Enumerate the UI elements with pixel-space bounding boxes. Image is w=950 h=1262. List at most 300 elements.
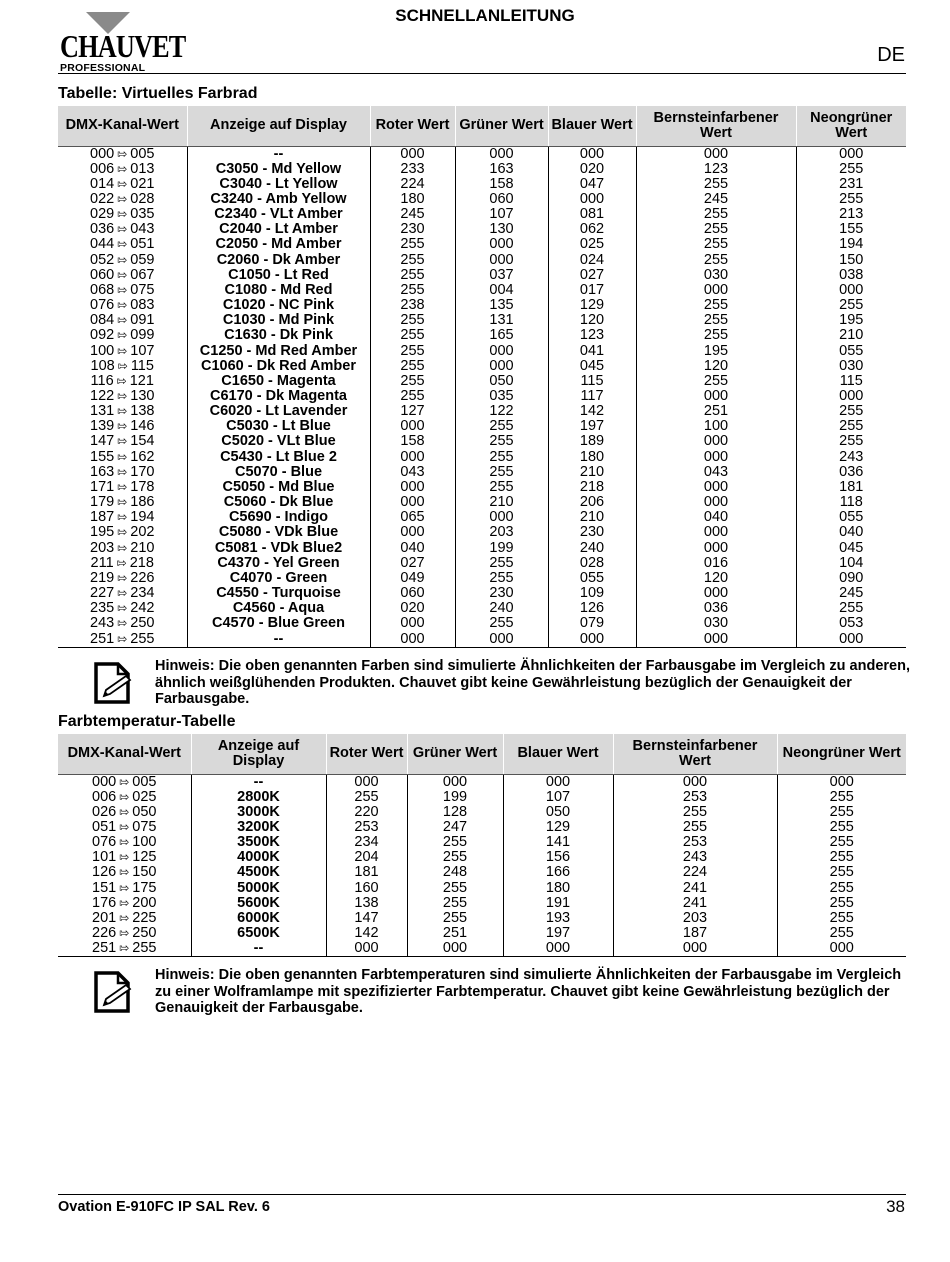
lime-value-cell: 000 bbox=[777, 774, 906, 790]
display-cell: C1050 - Lt Red bbox=[187, 268, 370, 283]
green-value-cell: 000 bbox=[455, 510, 548, 525]
red-value-cell: 220 bbox=[326, 805, 407, 820]
green-value-cell: 255 bbox=[455, 556, 548, 571]
lime-value-cell: 104 bbox=[796, 556, 906, 571]
dmx-range-cell bbox=[58, 389, 187, 404]
range-end: 043 bbox=[130, 222, 155, 238]
lime-value-cell: 213 bbox=[796, 207, 906, 222]
blue-value-cell: 107 bbox=[503, 790, 613, 805]
range-start: 171 bbox=[90, 479, 115, 495]
column-header: Blauer Wert bbox=[548, 106, 636, 146]
blue-value-cell: 000 bbox=[503, 941, 613, 957]
red-value-cell: 065 bbox=[370, 510, 455, 525]
dmx-range-cell bbox=[58, 865, 191, 880]
dmx-range-cell bbox=[58, 146, 187, 162]
range-start: 147 bbox=[90, 434, 115, 450]
display-cell: C5430 - Lt Blue 2 bbox=[187, 450, 370, 465]
blue-value-cell: 218 bbox=[548, 480, 636, 495]
table-row bbox=[58, 177, 906, 192]
lime-value-cell: 150 bbox=[796, 253, 906, 268]
table-row bbox=[58, 865, 906, 880]
display-cell: C3050 - Md Yellow bbox=[187, 162, 370, 177]
blue-value-cell: 166 bbox=[503, 865, 613, 880]
logo-sub-text: PROFESSIONAL bbox=[60, 62, 146, 74]
green-value-cell: 163 bbox=[455, 162, 548, 177]
dmx-range-cell bbox=[58, 601, 187, 616]
double-arrow-icon: ⇰ bbox=[117, 252, 128, 267]
green-value-cell: 107 bbox=[455, 207, 548, 222]
dmx-range-cell bbox=[58, 268, 187, 283]
range-start: 176 bbox=[92, 895, 117, 911]
amber-value-cell: 253 bbox=[613, 790, 777, 805]
table-header-row bbox=[58, 734, 906, 774]
table-row bbox=[58, 941, 906, 957]
table-row bbox=[58, 253, 906, 268]
lime-value-cell: 195 bbox=[796, 313, 906, 328]
lime-value-cell: 255 bbox=[796, 404, 906, 419]
double-arrow-icon: ⇰ bbox=[117, 464, 128, 479]
display-cell: -- bbox=[187, 632, 370, 648]
red-value-cell: 255 bbox=[370, 283, 455, 298]
dmx-range-cell bbox=[58, 344, 187, 359]
lime-value-cell: 255 bbox=[796, 298, 906, 313]
range-end: 091 bbox=[130, 313, 155, 329]
red-value-cell: 142 bbox=[326, 926, 407, 941]
lime-value-cell: 255 bbox=[777, 820, 906, 835]
blue-value-cell: 000 bbox=[548, 192, 636, 207]
range-start: 116 bbox=[90, 373, 114, 389]
column-header: Grüner Wert bbox=[407, 734, 503, 774]
blue-value-cell: 129 bbox=[503, 820, 613, 835]
red-value-cell: 204 bbox=[326, 850, 407, 865]
dmx-range-cell bbox=[58, 177, 187, 192]
amber-value-cell: 255 bbox=[636, 222, 796, 237]
lime-value-cell: 255 bbox=[796, 419, 906, 434]
double-arrow-icon: ⇰ bbox=[117, 601, 128, 616]
red-value-cell: 245 bbox=[370, 207, 455, 222]
amber-value-cell: 000 bbox=[636, 389, 796, 404]
double-arrow-icon: ⇰ bbox=[117, 207, 128, 222]
table-row bbox=[58, 601, 906, 616]
amber-value-cell: 255 bbox=[613, 805, 777, 820]
red-value-cell: 040 bbox=[370, 541, 455, 556]
green-value-cell: 060 bbox=[455, 192, 548, 207]
blue-value-cell: 055 bbox=[548, 571, 636, 586]
table-row bbox=[58, 805, 906, 820]
table-row bbox=[58, 419, 906, 434]
red-value-cell: 043 bbox=[370, 465, 455, 480]
range-start: 000 bbox=[90, 146, 115, 162]
range-end: 075 bbox=[130, 282, 155, 298]
red-value-cell: 000 bbox=[370, 450, 455, 465]
range-start: 126 bbox=[92, 865, 117, 881]
dmx-range-cell bbox=[58, 298, 187, 313]
table-row bbox=[58, 268, 906, 283]
note-pencil-icon bbox=[90, 967, 138, 1015]
green-value-cell: 050 bbox=[455, 374, 548, 389]
blue-value-cell: 120 bbox=[548, 313, 636, 328]
footer-divider bbox=[58, 1194, 906, 1195]
table-row bbox=[58, 328, 906, 343]
display-cell: C3240 - Amb Yellow bbox=[187, 192, 370, 207]
dmx-range-cell bbox=[58, 835, 191, 850]
green-value-cell: 255 bbox=[407, 911, 503, 926]
column-header: Bernsteinfarbener Wert bbox=[636, 106, 796, 146]
green-value-cell: 128 bbox=[407, 805, 503, 820]
amber-value-cell: 000 bbox=[613, 941, 777, 957]
dmx-range-cell bbox=[58, 571, 187, 586]
green-value-cell: 240 bbox=[455, 601, 548, 616]
note-text: Hinweis: Die oben genannten Farben sind simulierte Ähnlichkeiten der Farbausgabe im Vergleich zu anderen, ähnlich weißglühenden Produkten. Chauvet gibt keine Gewährleistung bezüglich der Genauigkeit der Farbausgabe. bbox=[155, 658, 910, 707]
table-row bbox=[58, 896, 906, 911]
double-arrow-icon: ⇰ bbox=[117, 298, 128, 313]
range-end: 234 bbox=[130, 586, 155, 602]
amber-value-cell: 000 bbox=[636, 541, 796, 556]
display-cell: C1020 - NC Pink bbox=[187, 298, 370, 313]
display-cell: -- bbox=[191, 774, 326, 790]
double-arrow-icon: ⇰ bbox=[117, 176, 128, 191]
virtual-color-wheel-table bbox=[58, 106, 906, 648]
blue-value-cell: 240 bbox=[548, 541, 636, 556]
display-cell: C1080 - Md Red bbox=[187, 283, 370, 298]
lime-value-cell: 000 bbox=[796, 632, 906, 648]
red-value-cell: 000 bbox=[370, 146, 455, 162]
red-value-cell: 127 bbox=[370, 404, 455, 419]
dmx-range-cell bbox=[58, 207, 187, 222]
double-arrow-icon: ⇰ bbox=[119, 850, 130, 865]
double-arrow-icon: ⇰ bbox=[119, 819, 130, 834]
range-start: 235 bbox=[90, 601, 115, 617]
red-value-cell: 255 bbox=[370, 359, 455, 374]
double-arrow-icon: ⇰ bbox=[117, 570, 128, 585]
table-row bbox=[58, 820, 906, 835]
range-start: 226 bbox=[92, 926, 117, 942]
double-arrow-icon: ⇰ bbox=[117, 404, 128, 419]
double-arrow-icon: ⇰ bbox=[117, 510, 128, 525]
table-row bbox=[58, 192, 906, 207]
amber-value-cell: 203 bbox=[613, 911, 777, 926]
double-arrow-icon: ⇰ bbox=[117, 616, 128, 631]
lime-value-cell: 000 bbox=[777, 941, 906, 957]
blue-value-cell: 156 bbox=[503, 850, 613, 865]
amber-value-cell: 000 bbox=[636, 632, 796, 648]
range-end: 170 bbox=[130, 464, 155, 480]
dmx-range-cell bbox=[58, 419, 187, 434]
range-start: 036 bbox=[90, 222, 115, 238]
dmx-range-cell bbox=[58, 510, 187, 525]
range-start: 006 bbox=[90, 161, 115, 177]
range-start: 068 bbox=[90, 282, 115, 298]
range-end: 028 bbox=[130, 191, 155, 207]
range-start: 092 bbox=[90, 328, 115, 344]
red-value-cell: 255 bbox=[370, 374, 455, 389]
range-start: 000 bbox=[92, 774, 117, 790]
display-cell: 6000K bbox=[191, 911, 326, 926]
table-row bbox=[58, 616, 906, 631]
lime-value-cell: 255 bbox=[777, 881, 906, 896]
amber-value-cell: 000 bbox=[613, 774, 777, 790]
amber-value-cell: 120 bbox=[636, 571, 796, 586]
amber-value-cell: 120 bbox=[636, 359, 796, 374]
green-value-cell: 255 bbox=[455, 480, 548, 495]
display-cell: C4560 - Aqua bbox=[187, 601, 370, 616]
range-start: 151 bbox=[92, 880, 117, 896]
range-end: 067 bbox=[130, 267, 155, 283]
range-start: 052 bbox=[90, 252, 115, 268]
range-end: 013 bbox=[130, 161, 155, 177]
range-end: 115 bbox=[130, 358, 154, 374]
amber-value-cell: 030 bbox=[636, 616, 796, 631]
dmx-range-cell bbox=[58, 774, 191, 790]
green-value-cell: 255 bbox=[455, 434, 548, 449]
display-cell: C5050 - Md Blue bbox=[187, 480, 370, 495]
red-value-cell: 238 bbox=[370, 298, 455, 313]
range-end: 255 bbox=[132, 941, 157, 957]
table-row bbox=[58, 774, 906, 790]
column-header: Neongrüner Wert bbox=[796, 106, 906, 146]
green-value-cell: 130 bbox=[455, 222, 548, 237]
double-arrow-icon: ⇰ bbox=[117, 343, 128, 358]
column-header: DMX-Kanal-Wert bbox=[58, 734, 191, 774]
amber-value-cell: 040 bbox=[636, 510, 796, 525]
double-arrow-icon: ⇰ bbox=[119, 910, 130, 925]
display-cell: C5030 - Lt Blue bbox=[187, 419, 370, 434]
double-arrow-icon: ⇰ bbox=[119, 789, 130, 804]
dmx-range-cell bbox=[58, 374, 187, 389]
red-value-cell: 255 bbox=[370, 389, 455, 404]
dmx-range-cell bbox=[58, 237, 187, 252]
range-start: 108 bbox=[90, 358, 115, 374]
amber-value-cell: 241 bbox=[613, 896, 777, 911]
table-row bbox=[58, 541, 906, 556]
table-row bbox=[58, 835, 906, 850]
amber-value-cell: 000 bbox=[636, 495, 796, 510]
dmx-range-cell bbox=[58, 222, 187, 237]
note-pencil-icon bbox=[90, 658, 138, 706]
logo-brand-text: CHAUVET bbox=[60, 28, 186, 64]
amber-value-cell: 255 bbox=[613, 820, 777, 835]
table-row bbox=[58, 374, 906, 389]
lime-value-cell: 181 bbox=[796, 480, 906, 495]
range-end: 100 bbox=[132, 835, 157, 851]
green-value-cell: 000 bbox=[407, 774, 503, 790]
amber-value-cell: 255 bbox=[636, 374, 796, 389]
amber-value-cell: 000 bbox=[636, 525, 796, 540]
footer-document-title: Ovation E-910FC IP SAL Rev. 6 bbox=[58, 1199, 270, 1215]
range-start: 139 bbox=[90, 419, 115, 435]
table-row bbox=[58, 525, 906, 540]
table-row bbox=[58, 586, 906, 601]
range-start: 187 bbox=[90, 510, 115, 526]
blue-value-cell: 197 bbox=[503, 926, 613, 941]
blue-value-cell: 062 bbox=[548, 222, 636, 237]
amber-value-cell: 000 bbox=[636, 146, 796, 162]
range-end: 210 bbox=[130, 540, 155, 556]
double-arrow-icon: ⇰ bbox=[119, 941, 130, 956]
red-value-cell: 253 bbox=[326, 820, 407, 835]
double-arrow-icon: ⇰ bbox=[119, 880, 130, 895]
red-value-cell: 255 bbox=[370, 253, 455, 268]
green-value-cell: 004 bbox=[455, 283, 548, 298]
green-value-cell: 255 bbox=[455, 571, 548, 586]
green-value-cell: 255 bbox=[455, 450, 548, 465]
green-value-cell: 131 bbox=[455, 313, 548, 328]
dmx-range-cell bbox=[58, 283, 187, 298]
double-arrow-icon: ⇰ bbox=[117, 434, 128, 449]
range-end: 186 bbox=[130, 495, 155, 511]
range-start: 195 bbox=[90, 525, 115, 541]
table-row bbox=[58, 434, 906, 449]
range-end: 021 bbox=[130, 176, 155, 192]
dmx-range-cell bbox=[58, 820, 191, 835]
range-start: 251 bbox=[92, 941, 117, 957]
blue-value-cell: 123 bbox=[548, 328, 636, 343]
blue-value-cell: 000 bbox=[548, 146, 636, 162]
table-row bbox=[58, 926, 906, 941]
double-arrow-icon: ⇰ bbox=[117, 313, 128, 328]
amber-value-cell: 195 bbox=[636, 344, 796, 359]
table-row bbox=[58, 881, 906, 896]
range-start: 101 bbox=[92, 850, 117, 866]
green-value-cell: 248 bbox=[407, 865, 503, 880]
table-row bbox=[58, 495, 906, 510]
range-start: 060 bbox=[90, 267, 115, 283]
display-cell: C5081 - VDk Blue2 bbox=[187, 541, 370, 556]
lime-value-cell: 000 bbox=[796, 283, 906, 298]
green-value-cell: 035 bbox=[455, 389, 548, 404]
note-text: Hinweis: Die oben genannten Farbtemperaturen sind simulierte Ähnlichkeiten der Farbausgabe im Vergleich zu einer Wolframlampe mit spezifizierter Farbtemperatur. Chauvet gibt keine Gewährleistung bezüglich der Genauigkeit der Farbausgabe. bbox=[155, 967, 902, 1016]
double-arrow-icon: ⇰ bbox=[119, 835, 130, 850]
range-end: 146 bbox=[130, 419, 155, 435]
lime-value-cell: 245 bbox=[796, 586, 906, 601]
blue-value-cell: 180 bbox=[503, 881, 613, 896]
lime-value-cell: 000 bbox=[796, 146, 906, 162]
lime-value-cell: 053 bbox=[796, 616, 906, 631]
display-cell: C1060 - Dk Red Amber bbox=[187, 359, 370, 374]
lime-value-cell: 255 bbox=[777, 865, 906, 880]
range-start: 014 bbox=[90, 176, 115, 192]
range-start: 076 bbox=[92, 835, 117, 851]
double-arrow-icon: ⇰ bbox=[117, 479, 128, 494]
amber-value-cell: 030 bbox=[636, 268, 796, 283]
display-cell: 4500K bbox=[191, 865, 326, 880]
dmx-range-cell bbox=[58, 480, 187, 495]
display-cell: 4000K bbox=[191, 850, 326, 865]
blue-value-cell: 117 bbox=[548, 389, 636, 404]
display-cell: C6020 - Lt Lavender bbox=[187, 404, 370, 419]
range-end: 225 bbox=[132, 910, 157, 926]
range-end: 218 bbox=[129, 555, 154, 571]
blue-value-cell: 025 bbox=[548, 237, 636, 252]
green-value-cell: 255 bbox=[455, 419, 548, 434]
blue-value-cell: 115 bbox=[548, 374, 636, 389]
lime-value-cell: 255 bbox=[777, 896, 906, 911]
lime-value-cell: 255 bbox=[796, 192, 906, 207]
double-arrow-icon: ⇰ bbox=[117, 161, 128, 176]
blue-value-cell: 141 bbox=[503, 835, 613, 850]
double-arrow-icon: ⇰ bbox=[117, 419, 128, 434]
dmx-range-cell bbox=[58, 850, 191, 865]
red-value-cell: 255 bbox=[326, 790, 407, 805]
table-row bbox=[58, 389, 906, 404]
blue-value-cell: 041 bbox=[548, 344, 636, 359]
display-cell: -- bbox=[187, 146, 370, 162]
table-row bbox=[58, 207, 906, 222]
amber-value-cell: 000 bbox=[636, 283, 796, 298]
display-cell: 3200K bbox=[191, 820, 326, 835]
display-cell: C4570 - Blue Green bbox=[187, 616, 370, 631]
column-header: Roter Wert bbox=[326, 734, 407, 774]
dmx-range-cell bbox=[58, 192, 187, 207]
blue-value-cell: 045 bbox=[548, 359, 636, 374]
lime-value-cell: 255 bbox=[796, 434, 906, 449]
lime-value-cell: 255 bbox=[777, 911, 906, 926]
red-value-cell: 000 bbox=[370, 632, 455, 648]
lime-value-cell: 118 bbox=[796, 495, 906, 510]
green-value-cell: 000 bbox=[455, 359, 548, 374]
display-cell: C5060 - Dk Blue bbox=[187, 495, 370, 510]
dmx-range-cell bbox=[58, 556, 187, 571]
double-arrow-icon: ⇰ bbox=[119, 865, 130, 880]
display-cell: C4070 - Green bbox=[187, 571, 370, 586]
lime-value-cell: 036 bbox=[796, 465, 906, 480]
header-divider bbox=[58, 73, 906, 74]
amber-value-cell: 251 bbox=[636, 404, 796, 419]
range-start: 044 bbox=[90, 237, 115, 253]
range-start: 131 bbox=[90, 404, 115, 420]
display-cell: C2060 - Dk Amber bbox=[187, 253, 370, 268]
double-arrow-icon: ⇰ bbox=[117, 237, 128, 252]
column-header: DMX-Kanal-Wert bbox=[58, 106, 187, 146]
lime-value-cell: 000 bbox=[796, 389, 906, 404]
page-title: SCHNELLANLEITUNG bbox=[395, 6, 575, 25]
lime-value-cell: 255 bbox=[777, 926, 906, 941]
range-start: 084 bbox=[90, 313, 115, 329]
lime-value-cell: 090 bbox=[796, 571, 906, 586]
table-row bbox=[58, 283, 906, 298]
dmx-range-cell bbox=[58, 450, 187, 465]
range-end: 255 bbox=[130, 631, 155, 647]
amber-value-cell: 245 bbox=[636, 192, 796, 207]
green-value-cell: 000 bbox=[455, 237, 548, 252]
dmx-range-cell bbox=[58, 911, 191, 926]
range-start: 251 bbox=[90, 631, 115, 647]
lime-value-cell: 210 bbox=[796, 328, 906, 343]
range-start: 163 bbox=[90, 464, 115, 480]
green-value-cell: 255 bbox=[407, 850, 503, 865]
range-end: 107 bbox=[130, 343, 155, 359]
range-start: 029 bbox=[90, 207, 115, 223]
dmx-range-cell bbox=[58, 253, 187, 268]
range-end: 130 bbox=[130, 389, 155, 404]
dmx-range-cell bbox=[58, 313, 187, 328]
dmx-range-cell bbox=[58, 790, 191, 805]
blue-value-cell: 126 bbox=[548, 601, 636, 616]
blue-value-cell: 142 bbox=[548, 404, 636, 419]
table-row bbox=[58, 790, 906, 805]
blue-value-cell: 081 bbox=[548, 207, 636, 222]
green-value-cell: 000 bbox=[455, 146, 548, 162]
column-header: Blauer Wert bbox=[503, 734, 613, 774]
blue-value-cell: 024 bbox=[548, 253, 636, 268]
green-value-cell: 037 bbox=[455, 268, 548, 283]
blue-value-cell: 191 bbox=[503, 896, 613, 911]
lime-value-cell: 030 bbox=[796, 359, 906, 374]
double-arrow-icon: ⇰ bbox=[117, 525, 128, 540]
dmx-range-cell bbox=[58, 495, 187, 510]
range-start: 203 bbox=[90, 540, 115, 556]
table-row bbox=[58, 344, 906, 359]
